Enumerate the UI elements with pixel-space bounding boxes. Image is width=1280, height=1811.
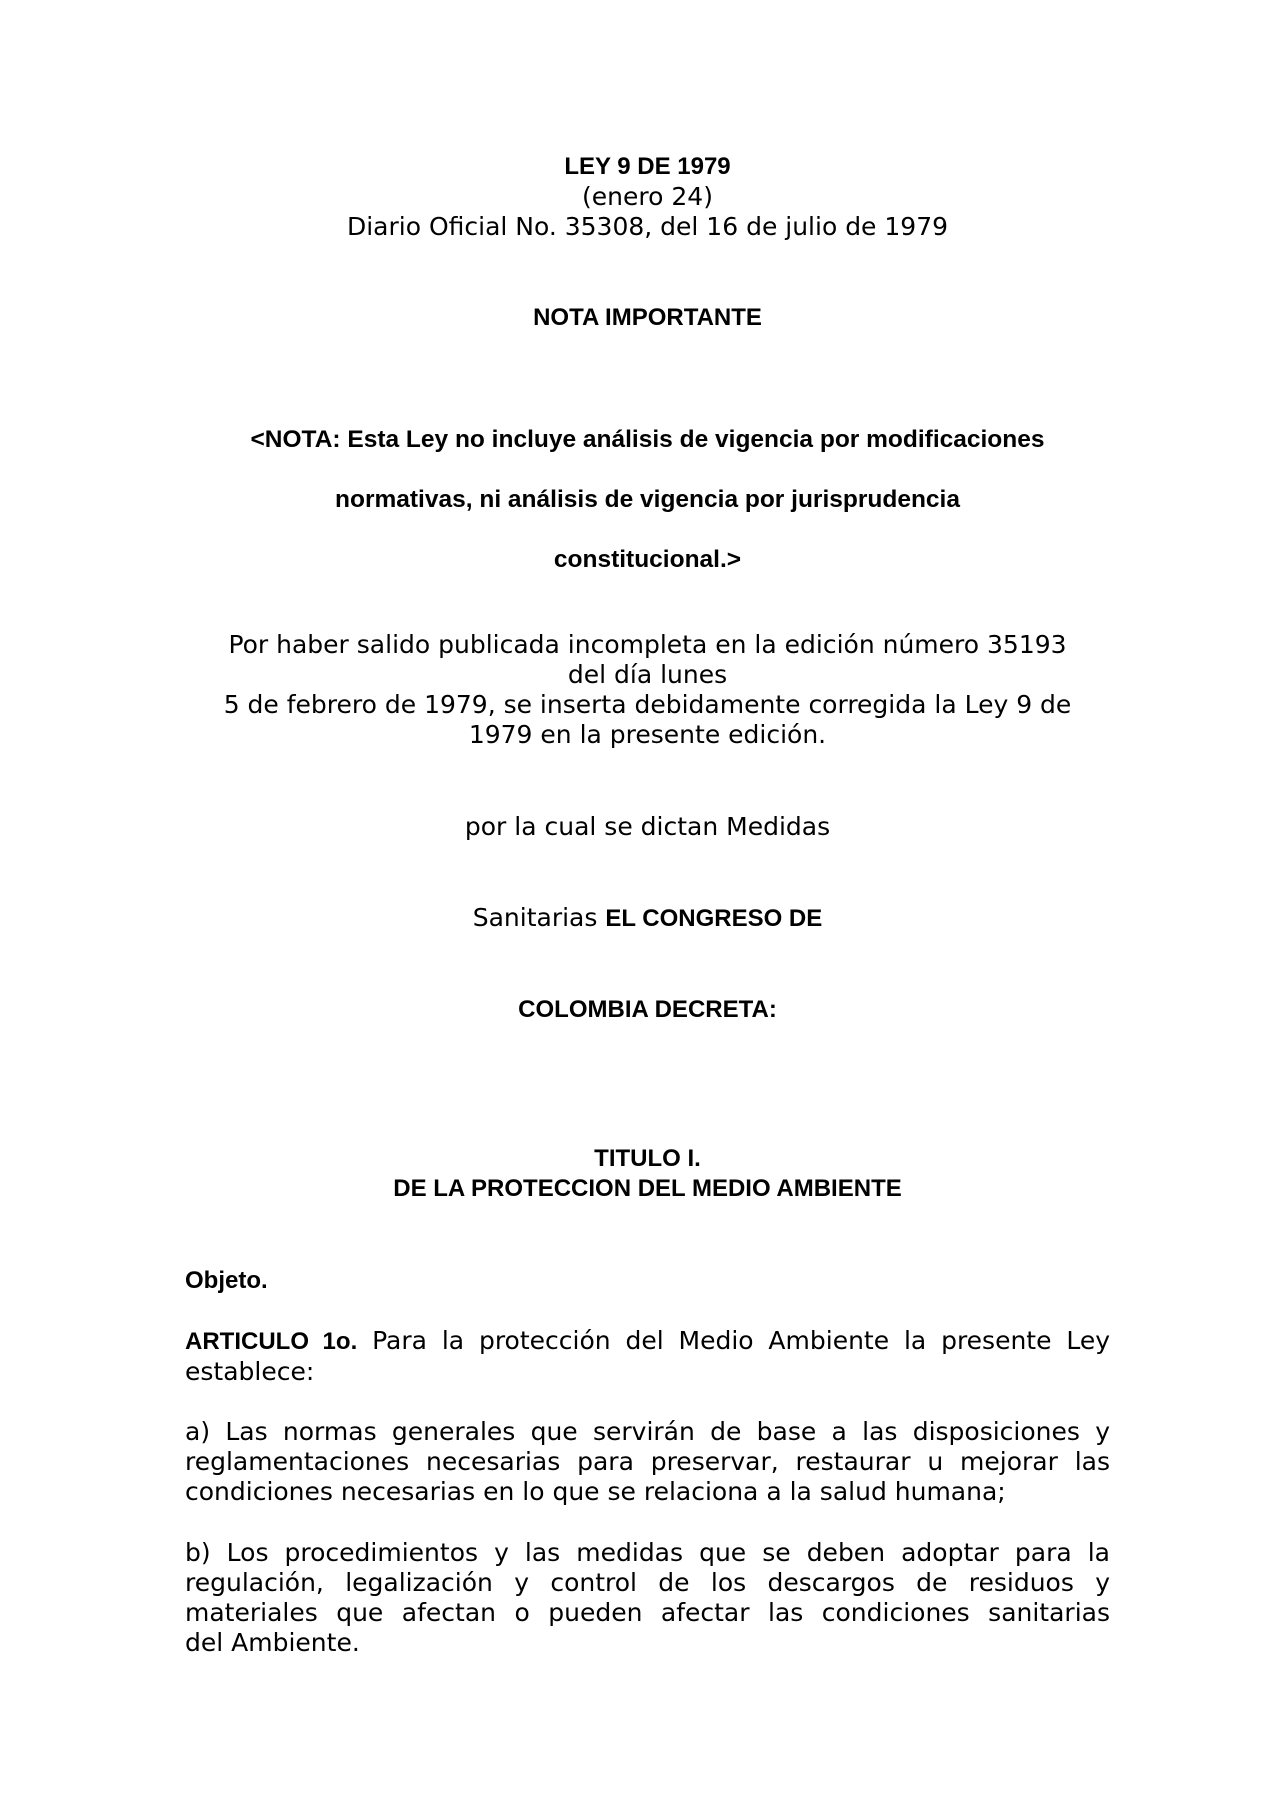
- note-heading: NOTA IMPORTANTE: [533, 304, 762, 331]
- preamble-line: por la cual se dictan Medidas: [464, 812, 831, 841]
- item-a-line: a) Las normas generales que servirán de base a las disposiciones y: [185, 1417, 1110, 1446]
- item-b-line: materiales que afectan o pueden afectar las condiciones sanitarias: [185, 1598, 1110, 1627]
- correction-line: del día lunes: [567, 660, 728, 689]
- article-1-text: Para la protección del Medio Ambiente la presente Ley: [357, 1326, 1111, 1355]
- article-label: ARTICULO 1o.: [185, 1328, 358, 1355]
- gazette-reference: Diario Oficial No. 35308, del 16 de julio de 1979: [346, 212, 949, 241]
- title-name: DE LA PROTECCION DEL MEDIO AMBIENTE: [393, 1175, 902, 1202]
- law-date: (enero 24): [582, 182, 713, 211]
- article-1-item-a: [185, 1417, 1110, 1507]
- congress-text: EL CONGRESO DE: [605, 905, 823, 932]
- document-header: [185, 152, 1110, 242]
- note-line: normativas, ni análisis de vigencia por jurisprudencia: [335, 486, 960, 513]
- correction-line: 5 de febrero de 1979, se inserta debidamente corregida la Ley 9 de: [223, 690, 1072, 719]
- preamble-regular-text: Sanitarias: [472, 903, 606, 932]
- correction-line: 1979 en la presente edición.: [468, 720, 827, 749]
- note-line: constitucional.>: [553, 546, 742, 573]
- article-1-intro: [185, 1326, 1110, 1387]
- correction-line: Por haber salido publicada incompleta en la edición número 35193: [228, 630, 1067, 659]
- title-section: [185, 1144, 1110, 1204]
- item-b-line: del Ambiente.: [185, 1628, 360, 1657]
- title-number: TITULO I.: [594, 1145, 701, 1172]
- law-title: LEY 9 DE 1979: [564, 153, 731, 180]
- article-1-line: establece:: [185, 1357, 315, 1386]
- correction-paragraph: [185, 630, 1110, 750]
- note-text: [185, 410, 1110, 590]
- preamble-line: [185, 903, 1110, 934]
- note-line: <NOTA: Esta Ley no incluye análisis de vigencia por modificaciones: [250, 426, 1045, 453]
- item-a-line: reglamentaciones necesarias para preservar, restaurar u mejorar las: [185, 1447, 1110, 1476]
- item-b-line: b) Los procedimientos y las medidas que se deben adoptar para la: [185, 1538, 1110, 1567]
- decree-heading: COLOMBIA DECRETA:: [518, 996, 777, 1023]
- article-1-item-b: [185, 1538, 1110, 1658]
- article-1-line: [185, 1326, 1110, 1357]
- item-a-line: condiciones necesarias en lo que se relaciona a la salud humana;: [185, 1477, 1006, 1506]
- section-heading: Objeto.: [185, 1267, 268, 1294]
- item-b-line: regulación, legalización y control de los descargos de residuos y: [185, 1568, 1110, 1597]
